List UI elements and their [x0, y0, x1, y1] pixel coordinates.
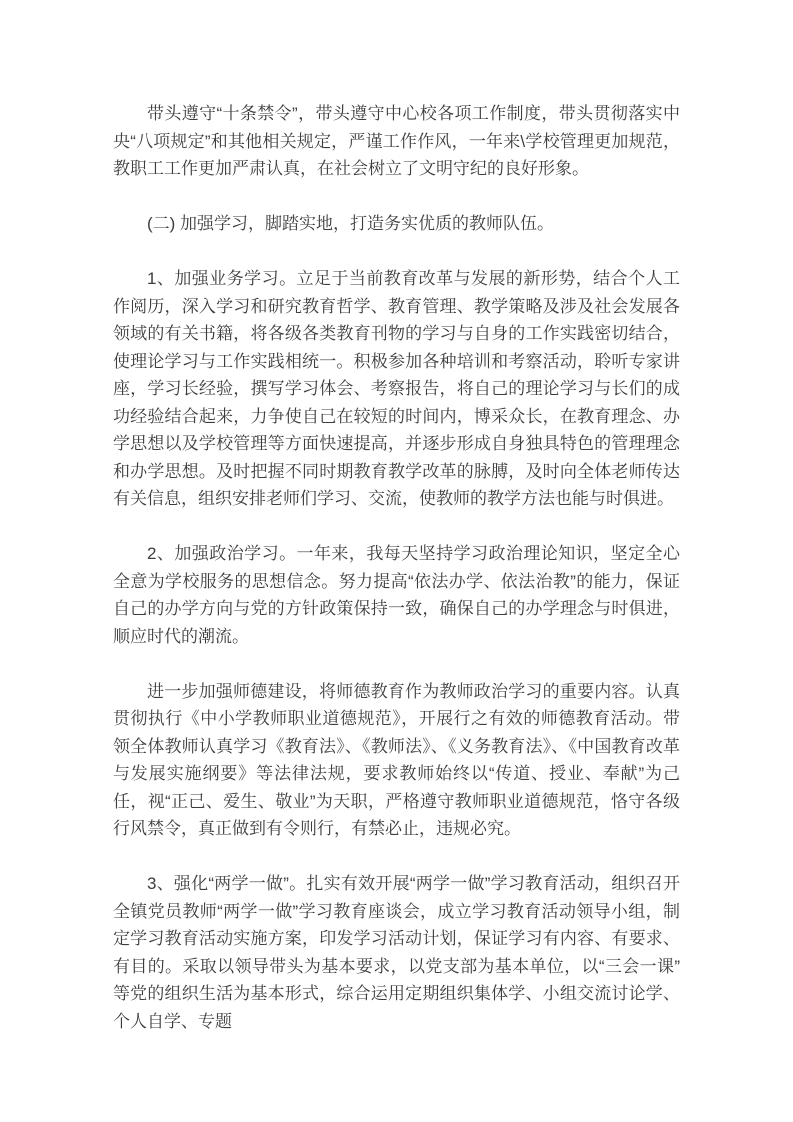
paragraph-teacher-ethics: 进一步加强师德建设，将师德教育作为教师政治学习的重要内容。认真贯彻执行《中小学教师职业道德规范》，开展行之有效的师德教育活动。带领全体教师认真学习《教育法》、《教师法》、《义务教育法》、《中国教育改革与发展实施纲要》等法律法规，要求教师始终以“传道、授业、奉献”为己任，视“正己、爱生、敬业”为天职，严格遵守教师职业道德规范，恪守各级行风禁令，真正做到有令则行，有禁必止，违规必究。 [113, 681, 680, 838]
paragraph-discipline-compliance: 带头遵守“十条禁令”，带头遵守中心校各项工作制度，带头贯彻落实中央“八项规定”和其他相关规定，严谨工作作风，一年来\学校管理更加规范，教职工工作更加严肃认真，在社会树立了文明守纪的良好形象。 [113, 104, 680, 178]
paragraph-two-studies-one-action: 3、强化“两学一做”。扎实有效开展“两学一做”学习教育活动，组织召开全镇党员教师“两学一做”学习教育座谈会，成立学习教育活动领导小组，制定学习教育活动实施方案，印发学习活动计划，保证学习有内容、有要求、有目的。采取以领导带头为基本要求，以党支部为基本单位，以“三会一课”等党的组织生活为基本形式，综合运用定期组织集体学、小组交流讨论学、个人自学、专题 [113, 874, 680, 1031]
section-heading-strengthen-learning: (二) 加强学习，脚踏实地，打造务实优质的教师队伍。 [147, 214, 555, 233]
paragraph-political-learning: 2、加强政治学习。一年来，我每天坚持学习政治理论知识，坚定全心全意为学校服务的思想信念。努力提高“依法办学、依法治教”的能力，保证自己的办学方向与党的方针政策保持一致，确保自己的办学理念与时俱进，顺应时代的潮流。 [113, 544, 680, 646]
paragraph-business-learning: 1、加强业务学习。立足于当前教育改革与发展的新形势，结合个人工作阅历，深入学习和研究教育哲学、教育管理、教学策略及涉及社会发展各领域的有关书籍，将各级各类教育刊物的学习与自身的工作实践密切结合，使理论学习与工作实践相统一。积极参加各种培训和考察活动，聆听专家讲座，学习长经验，撰写学习体会、考察报告，将自己的理论学习与长们的成功经验结合起来，力争使自己在较短的时间内，博采众长，在教育理念、办学思想以及学校管理等方面快速提高，并逐步形成自身独具特色的管理理念和办学思想。及时把握不同时期教育教学改革的脉膊，及时向全体老师传达有关信息，组织安排老师们学习、交流，使教师的教学方法也能与时俱进。 [113, 269, 680, 508]
